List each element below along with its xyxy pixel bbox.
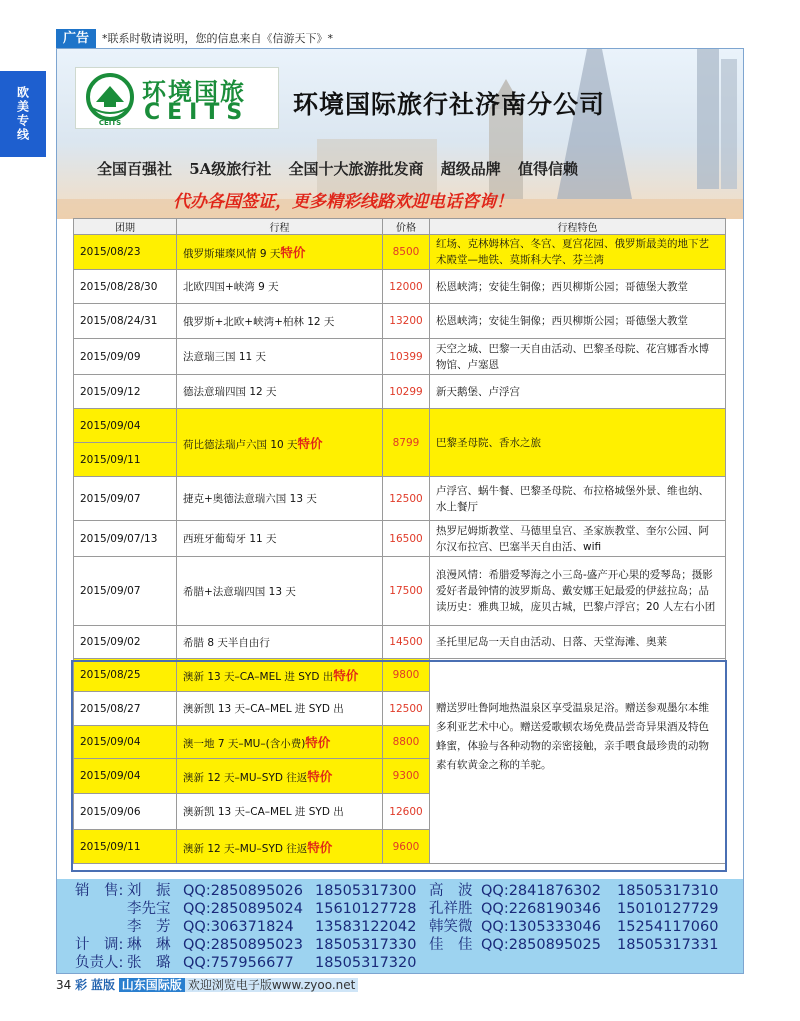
table-row[interactable] [74, 477, 726, 521]
tour-date: 2015/08/28/30 [74, 270, 177, 304]
tour-price: 12000 [383, 270, 430, 304]
tour-itinerary: 希腊 8 天半自由行 [177, 626, 383, 659]
header-itinerary: 行程 [177, 219, 383, 235]
tour-itinerary [177, 409, 383, 477]
contact-phone[interactable]: 18505317320 [315, 955, 417, 971]
contact-qq[interactable]: QQ:1305333046 [481, 919, 601, 935]
tour-itinerary: 法意瑞三国 11 天 [177, 339, 383, 375]
tour-price: 16500 [383, 521, 430, 557]
contact-name: 李先宝 [127, 901, 171, 917]
header-price: 价格 [383, 219, 430, 235]
contact-phone[interactable]: 15010127729 [617, 901, 719, 917]
tour-title: 澳新 13 天–CA–MEL 进 SYD 出 [183, 671, 334, 683]
contact-row [57, 918, 743, 937]
edition-label: 蓝版 [90, 978, 115, 992]
tour-features: 热罗尼姆斯教堂、马德里皇宫、圣家族教堂、奎尔公园、阿尔汉布拉宫、巴塞半天自由活、wifi [430, 521, 726, 557]
table-row[interactable] [74, 375, 726, 409]
tour-price: 10299 [383, 375, 430, 409]
contact-phone[interactable]: 18505317330 [315, 937, 417, 953]
tour-price: 12500 [383, 477, 430, 521]
contacts-panel [57, 879, 743, 973]
tour-date: 2015/09/07 [74, 477, 177, 521]
contact-qq[interactable]: QQ:2850895024 [183, 901, 303, 917]
contact-name: 琳 琳 [127, 937, 171, 953]
tour-date: 2015/09/06 [74, 794, 177, 830]
tour-date: 2015/08/23 [74, 235, 177, 270]
contact-qq[interactable]: QQ:757956677 [183, 955, 294, 971]
tour-price: 9800 [383, 659, 430, 692]
tour-itinerary: 德法意瑞四国 12 天 [177, 375, 383, 409]
special-price-tag: 特价 [307, 839, 333, 855]
contact-qq[interactable]: QQ:2850895023 [183, 937, 303, 953]
table-row-australia[interactable] [74, 659, 726, 692]
tour-itinerary: 希腊+法意瑞四国 13 天 [177, 557, 383, 626]
tour-features: 圣托里尼岛一天自由活动、日落、天堂海滩、奥莱 [430, 626, 726, 659]
tour-date-second: 2015/09/11 [74, 443, 177, 477]
special-price-tag: 特价 [307, 769, 333, 784]
table-row[interactable] [74, 626, 726, 659]
table-header-row [74, 219, 726, 235]
table-row[interactable] [74, 339, 726, 375]
table-row[interactable] [74, 235, 726, 270]
source-note: *联系时敬请说明，您的信息来自《信游天下》* [102, 32, 333, 45]
tour-price: 8500 [383, 235, 430, 270]
contact-name: 高 波 [429, 883, 473, 899]
tour-title: 荷比德法瑞卢六国 10 天 [183, 438, 298, 451]
tour-itinerary: 澳新凯 13 天–CA–MEL 进 SYD 出 [177, 692, 383, 726]
tour-price: 13200 [383, 304, 430, 339]
tour-itinerary [177, 659, 383, 692]
page-number: 34 [56, 978, 72, 992]
logo-en: CEITS [144, 100, 250, 125]
tour-date: 2015/08/27 [74, 692, 177, 726]
contact-name: 韩笑微 [429, 919, 473, 935]
tour-itinerary [177, 235, 383, 270]
tour-itinerary [177, 759, 383, 794]
tour-price: 9600 [383, 830, 430, 864]
tour-date: 2015/09/04 [74, 759, 177, 794]
tour-price: 12600 [383, 794, 430, 830]
table-row[interactable] [74, 270, 726, 304]
table-row[interactable] [74, 521, 726, 557]
tour-date: 2015/09/11 [74, 830, 177, 864]
tour-itinerary: 澳新凯 13 天–CA–MEL 进 SYD 出 [177, 794, 383, 830]
contact-phone[interactable]: 15610127728 [315, 901, 417, 917]
tour-date: 2015/08/25 [74, 659, 177, 692]
tour-price: 8799 [383, 409, 430, 477]
table-row[interactable] [74, 557, 726, 626]
tour-date: 2015/09/07/13 [74, 521, 177, 557]
australia-features: 赠送罗吐鲁阿地热温泉区享受温泉足浴。赠送参观墨尔本维多利亚艺术中心。赠送爱歌顿农场免费品尝奇异果酒及特色蜂蜜，体验与各种动物的亲密接触，亲手喂食最珍贵的动物素有软黄金之称的羊驼。 [430, 659, 726, 864]
tour-table [73, 218, 726, 864]
contact-phone[interactable]: 18505317331 [617, 937, 719, 953]
contact-name: 刘 振 [127, 883, 171, 899]
tour-title: 澳新 12 天–MU–SYD 往返 [183, 772, 308, 784]
ceits-emblem-icon [82, 72, 138, 126]
tour-features: 巴黎圣母院、香水之旅 [430, 409, 726, 477]
tour-date: 2015/09/04 [74, 409, 177, 443]
visa-service-line: 代办各国签证，更多精彩线路欢迎电话咨询！ [173, 192, 513, 212]
tour-features: 新天鹅堡、卢浮宫 [430, 375, 726, 409]
tour-price: 17500 [383, 557, 430, 626]
contact-qq[interactable]: QQ:306371824 [183, 919, 294, 935]
logo-cn: 环境国旅 [142, 78, 246, 106]
contact-qq[interactable]: QQ:2850895025 [481, 937, 601, 953]
contact-name: 李 芳 [127, 919, 171, 935]
contact-row [57, 936, 743, 955]
contact-name: 孔祥胜 [429, 901, 473, 917]
contact-row [57, 954, 743, 973]
logo-emblem-text: CEITS [98, 119, 122, 126]
page-footer [56, 976, 358, 996]
tour-price: 14500 [383, 626, 430, 659]
company-name: 环境国际旅行社济南分公司 [293, 90, 606, 119]
contact-qq[interactable]: QQ:2841876302 [481, 883, 601, 899]
tour-date: 2015/09/09 [74, 339, 177, 375]
tour-features: 松恩峡湾；安徒生铜像；西贝柳斯公园；哥德堡大教堂 [430, 304, 726, 339]
table-row[interactable] [74, 304, 726, 339]
tour-date: 2015/09/02 [74, 626, 177, 659]
table-row[interactable] [74, 409, 726, 443]
ad-badge: 广告 [56, 29, 96, 49]
website-hint[interactable]: 欢迎浏览电子版www.zyoo.net [185, 978, 359, 992]
tour-title: 俄罗斯璀璨风情 9 天 [183, 248, 281, 260]
tour-date: 2015/09/04 [74, 726, 177, 759]
special-price-tag: 特价 [333, 668, 359, 683]
side-tab-europe-america[interactable] [0, 71, 46, 157]
tour-date: 2015/09/07 [74, 557, 177, 626]
tour-itinerary: 北欧四国+峡湾 9 天 [177, 270, 383, 304]
tour-date: 2015/09/12 [74, 375, 177, 409]
ad-header [56, 29, 800, 49]
special-price-tag: 特价 [280, 245, 306, 260]
contact-phone[interactable]: 18505317300 [315, 883, 417, 899]
header-date: 团期 [74, 219, 177, 235]
special-price-tag: 特价 [305, 735, 331, 750]
contact-role: 负责人: [75, 955, 124, 971]
ceits-logo [75, 67, 279, 129]
tour-price: 9300 [383, 759, 430, 794]
contact-row [57, 900, 743, 919]
slogan: 全国百强社 5A级旅行社 全国十大旅游批发商 超级品牌 值得信赖 [97, 160, 578, 178]
tour-itinerary: 俄罗斯+北欧+峡湾+柏林 12 天 [177, 304, 383, 339]
contact-name: 佳 佳 [429, 937, 473, 953]
banner [57, 49, 743, 219]
tour-features: 浪漫风情：希腊爱琴海之小三岛-盛产开心果的爱琴岛；摄影爱好者最钟情的波罗斯岛、戴安娜王妃最爱的伊兹拉岛；品读历史：雅典卫城，庞贝古城，巴黎卢浮宫；20 人左右小团 [430, 557, 726, 626]
tour-features: 卢浮宫、蜗牛餐、巴黎圣母院、布拉格城堡外景、维也纳、水上餐厅 [430, 477, 726, 521]
color-label: 彩 [75, 978, 88, 992]
tour-features: 松恩峡湾；安徒生铜像；西贝柳斯公园；哥德堡大教堂 [430, 270, 726, 304]
contact-phone[interactable]: 18505317310 [617, 883, 719, 899]
tour-itinerary: 西班牙葡萄牙 11 天 [177, 521, 383, 557]
contact-role: 计 调: [75, 937, 124, 953]
contact-qq[interactable]: QQ:2268190346 [481, 901, 601, 917]
special-price-tag: 特价 [297, 435, 323, 451]
tour-price: 10399 [383, 339, 430, 375]
tour-itinerary [177, 726, 383, 759]
tour-price: 8800 [383, 726, 430, 759]
tour-price: 12500 [383, 692, 430, 726]
contact-role: 销 售: [75, 883, 124, 899]
tour-title: 澳一地 7 天–MU–(含小费) [183, 738, 306, 750]
tour-itinerary [177, 830, 383, 864]
contact-name: 张 璐 [127, 955, 171, 971]
side-tab-label: 欧美专线 [15, 86, 30, 142]
tour-features: 红场、克林姆林宫、冬宫、夏宫花园、俄罗斯最美的地下艺术殿堂—地铁、莫斯科大学、芬兰湾 [430, 235, 726, 270]
section-tag: 山东国际版 [119, 978, 185, 992]
tour-title: 澳新 12 天–MU–SYD 往返 [183, 842, 308, 855]
contact-phone[interactable]: 15254117060 [617, 919, 719, 935]
contact-qq[interactable]: QQ:2850895026 [183, 883, 303, 899]
tour-itinerary: 捷克+奥德法意瑞六国 13 天 [177, 477, 383, 521]
contact-phone[interactable]: 13583122042 [315, 919, 417, 935]
contact-row [57, 882, 743, 901]
tour-date: 2015/08/24/31 [74, 304, 177, 339]
header-features: 行程特色 [430, 219, 726, 235]
tour-features: 天空之城、巴黎一天自由活动、巴黎圣母院、花宫娜香水博物馆、卢塞恩 [430, 339, 726, 375]
